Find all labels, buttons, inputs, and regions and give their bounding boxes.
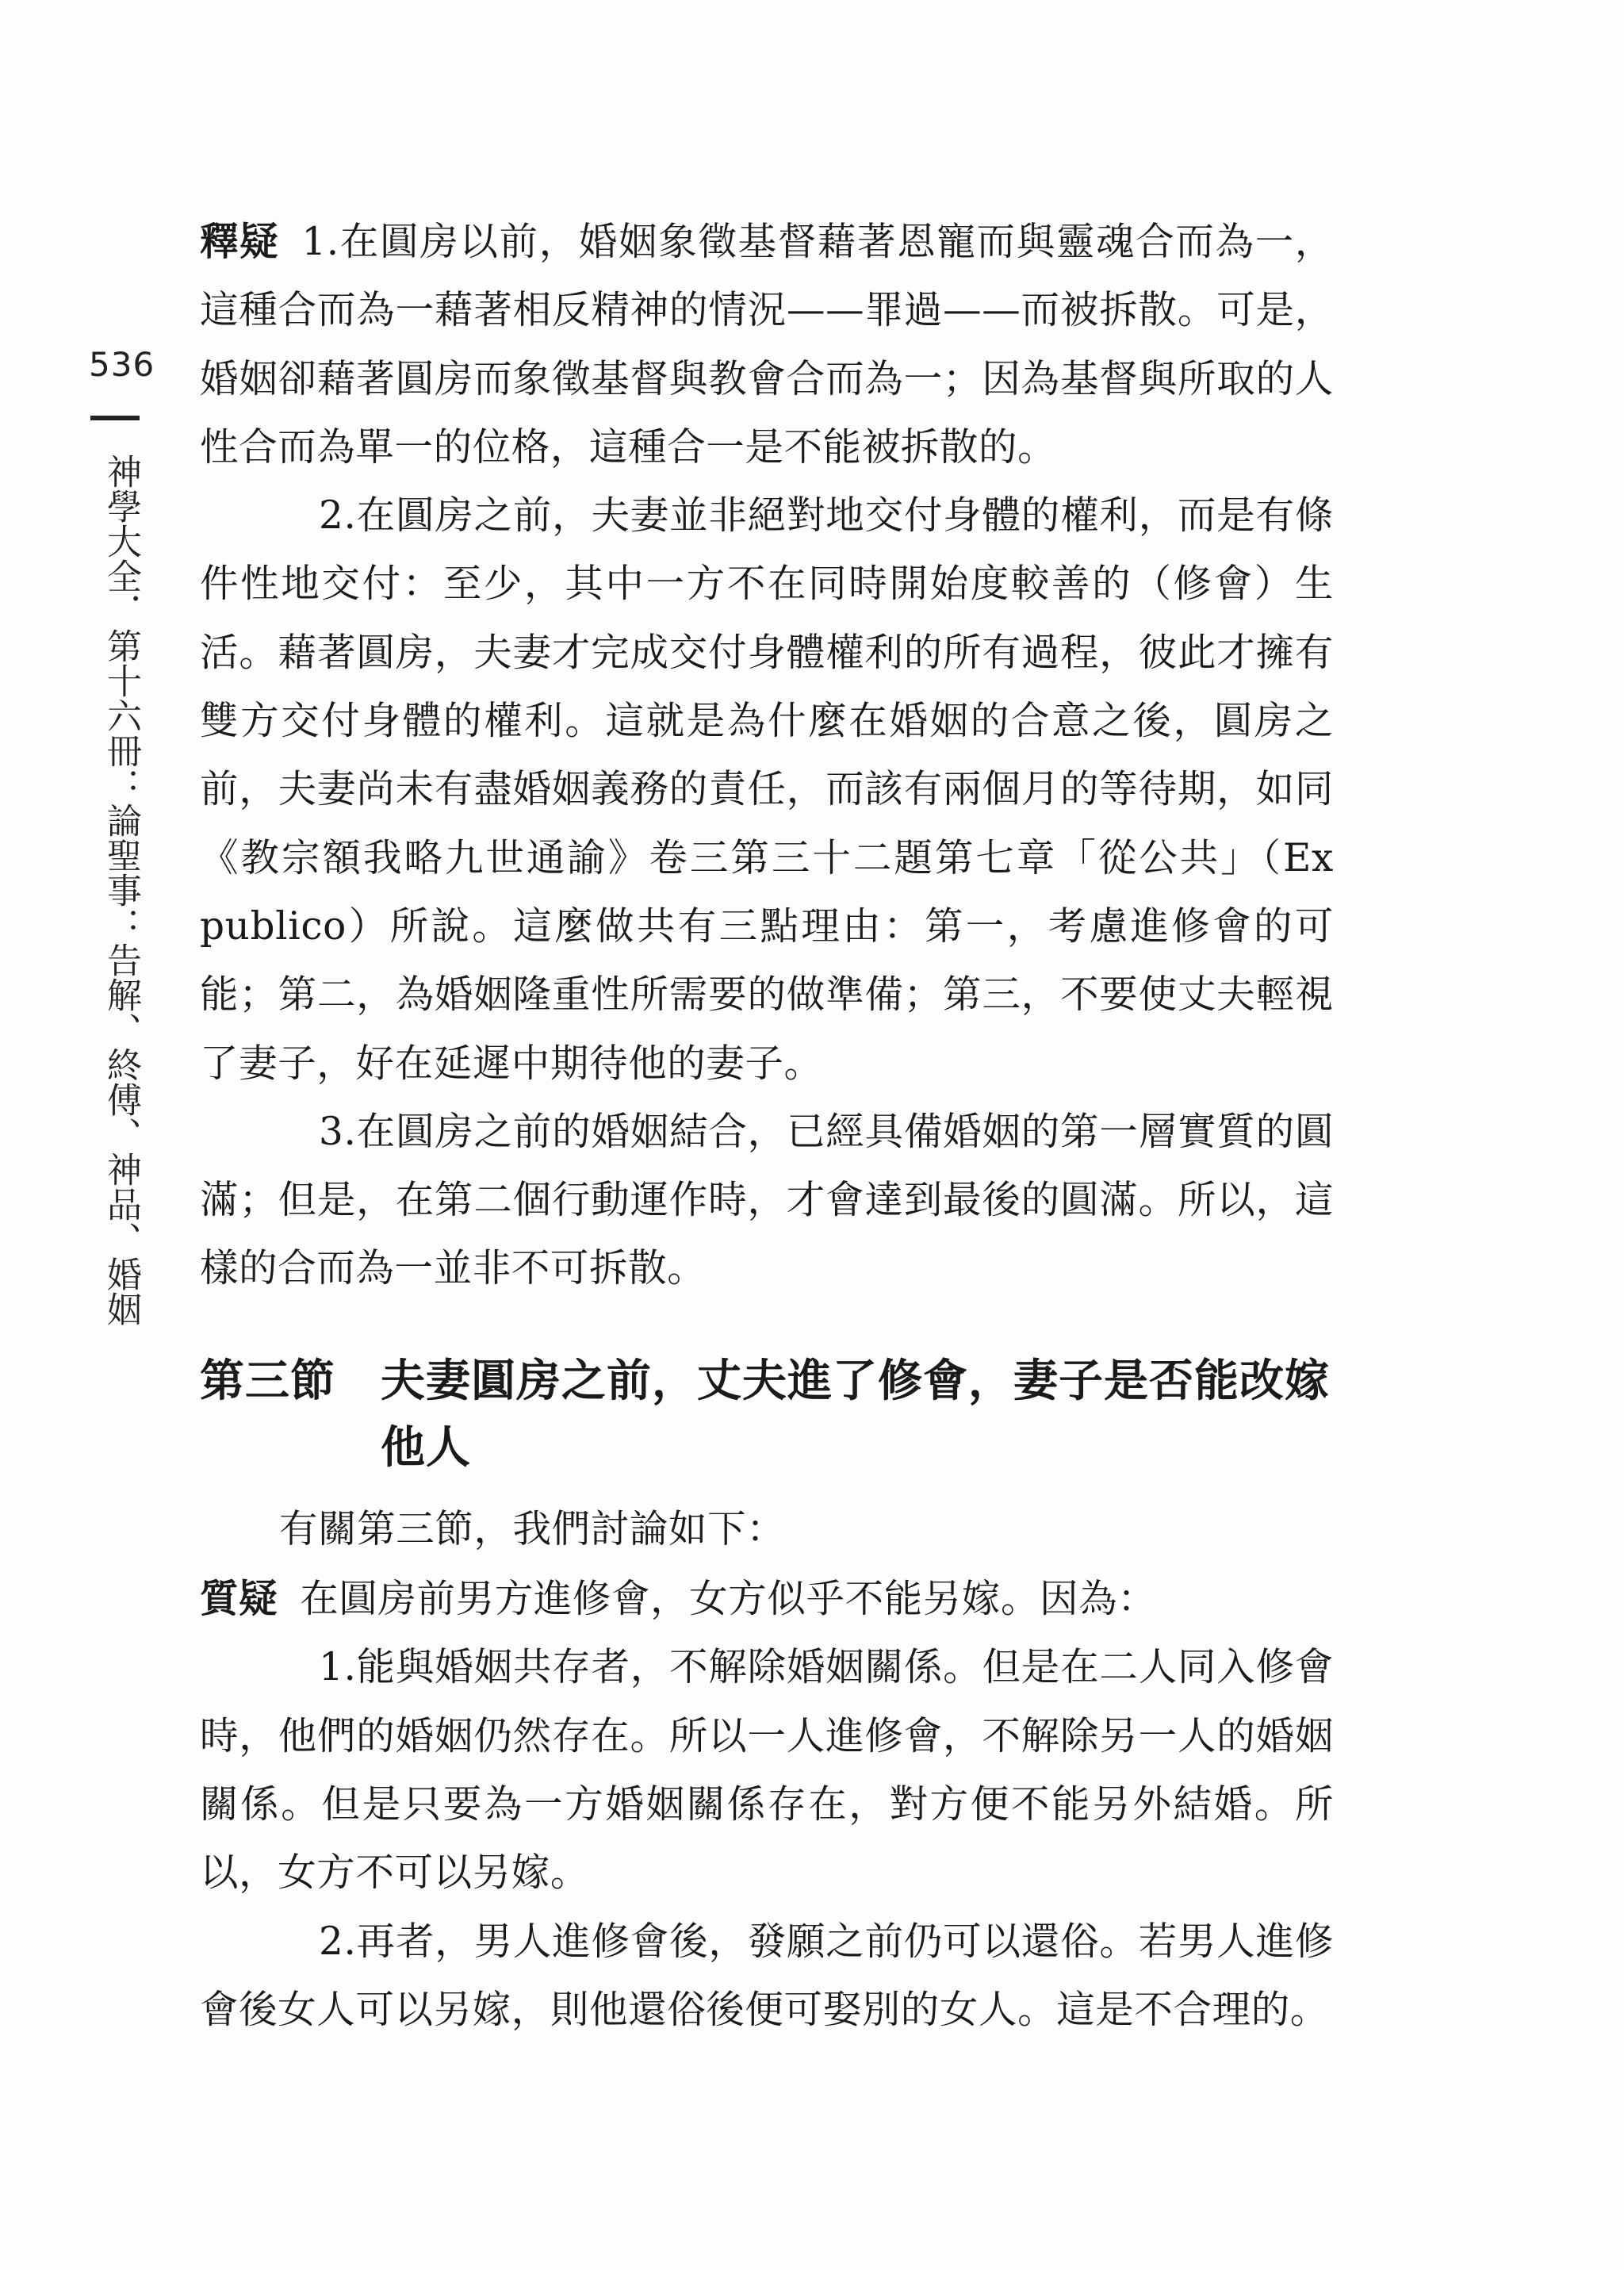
reply-paragraph-1 (200, 208, 1334, 481)
reply-label: 釋疑 (200, 220, 280, 264)
objection-lead-text: 在圓房前男方進修會，女方似乎不能另嫁。因為： (300, 1577, 1157, 1622)
reply-paragraph-3: 3.在圓房之前的婚姻結合，已經具備婚姻的第一層實質的圓滿；但是，在第二個行動運作時，才會達到最後的圓滿。所以，這樣的合而為一並非不可拆散。 (200, 1109, 1334, 1291)
reply-text-1: 1.在圓房以前，婚姻象徵基督藉著恩寵而與靈魂合而為一，這種合而為一藉著相反精神的情況——罪過——而被拆散。可是，婚姻卻藉著圓房而象徵基督與教會合而為一；因為基督與所取的人性合而為單一的位格，這種合一是不能被拆散的。 (200, 220, 1334, 470)
section-heading (200, 1348, 1334, 1481)
objection-paragraph-1: 1.能與婚姻共存者，不解除婚姻關係。但是在二人同入修會時，他們的婚姻仍然存在。所以一人進修會，不解除另一人的婚姻關係。但是只要為一方婚姻關係存在，對方便不能另外結婚。所以，女方不可以另嫁。 (200, 1645, 1334, 1896)
running-title: 神學大全．第十六冊：論聖事：告解、終傅、神品、婚姻 (101, 454, 141, 1326)
section-intro: 有關第三節，我們討論如下： (279, 1506, 786, 1551)
page-number-rule (90, 416, 140, 420)
objection-paragraph-2: 2.再者，男人進修會後，發願之前仍可以還俗。若男人進修會後女人可以另嫁，則他還俗後便可娶別的女人。這是不合理的。 (200, 1919, 1334, 2032)
reply-paragraph-2: 2.在圓房之前，夫妻並非絕對地交付身體的權利，而是有條件性地交付：至少，其中一方不在同時開始度較善的（修會）生活。藉著圓房，夫妻才完成交付身體權利的所有過程，彼此才擁有雙方交付身體的權利。這就是為什麼在婚姻的合意之後，圓房之前，夫妻尚未有盡婚姻義務的責任，而該有兩個月的等待期，如同《教宗額我略九世通諭》卷三第三十二題第七章「從公共」（Ex publico）所說。這麼做共有三點理由：第一，考慮進修會的可能；第二，為婚姻隆重性所需要的做準備；第三，不要使丈夫輕視了妻子，好在延遲中期待他的妻子。 (200, 493, 1334, 1086)
main-text-column (200, 208, 1334, 2044)
page-number: 536 (89, 345, 155, 384)
section-title: 夫妻圓房之前，丈夫進了修會，妻子是否能改嫁他人 (381, 1354, 1330, 1474)
objection-label: 質疑 (200, 1577, 278, 1622)
objection-paragraph-lead (200, 1565, 1334, 1633)
section-number: 第三節 (200, 1354, 335, 1407)
